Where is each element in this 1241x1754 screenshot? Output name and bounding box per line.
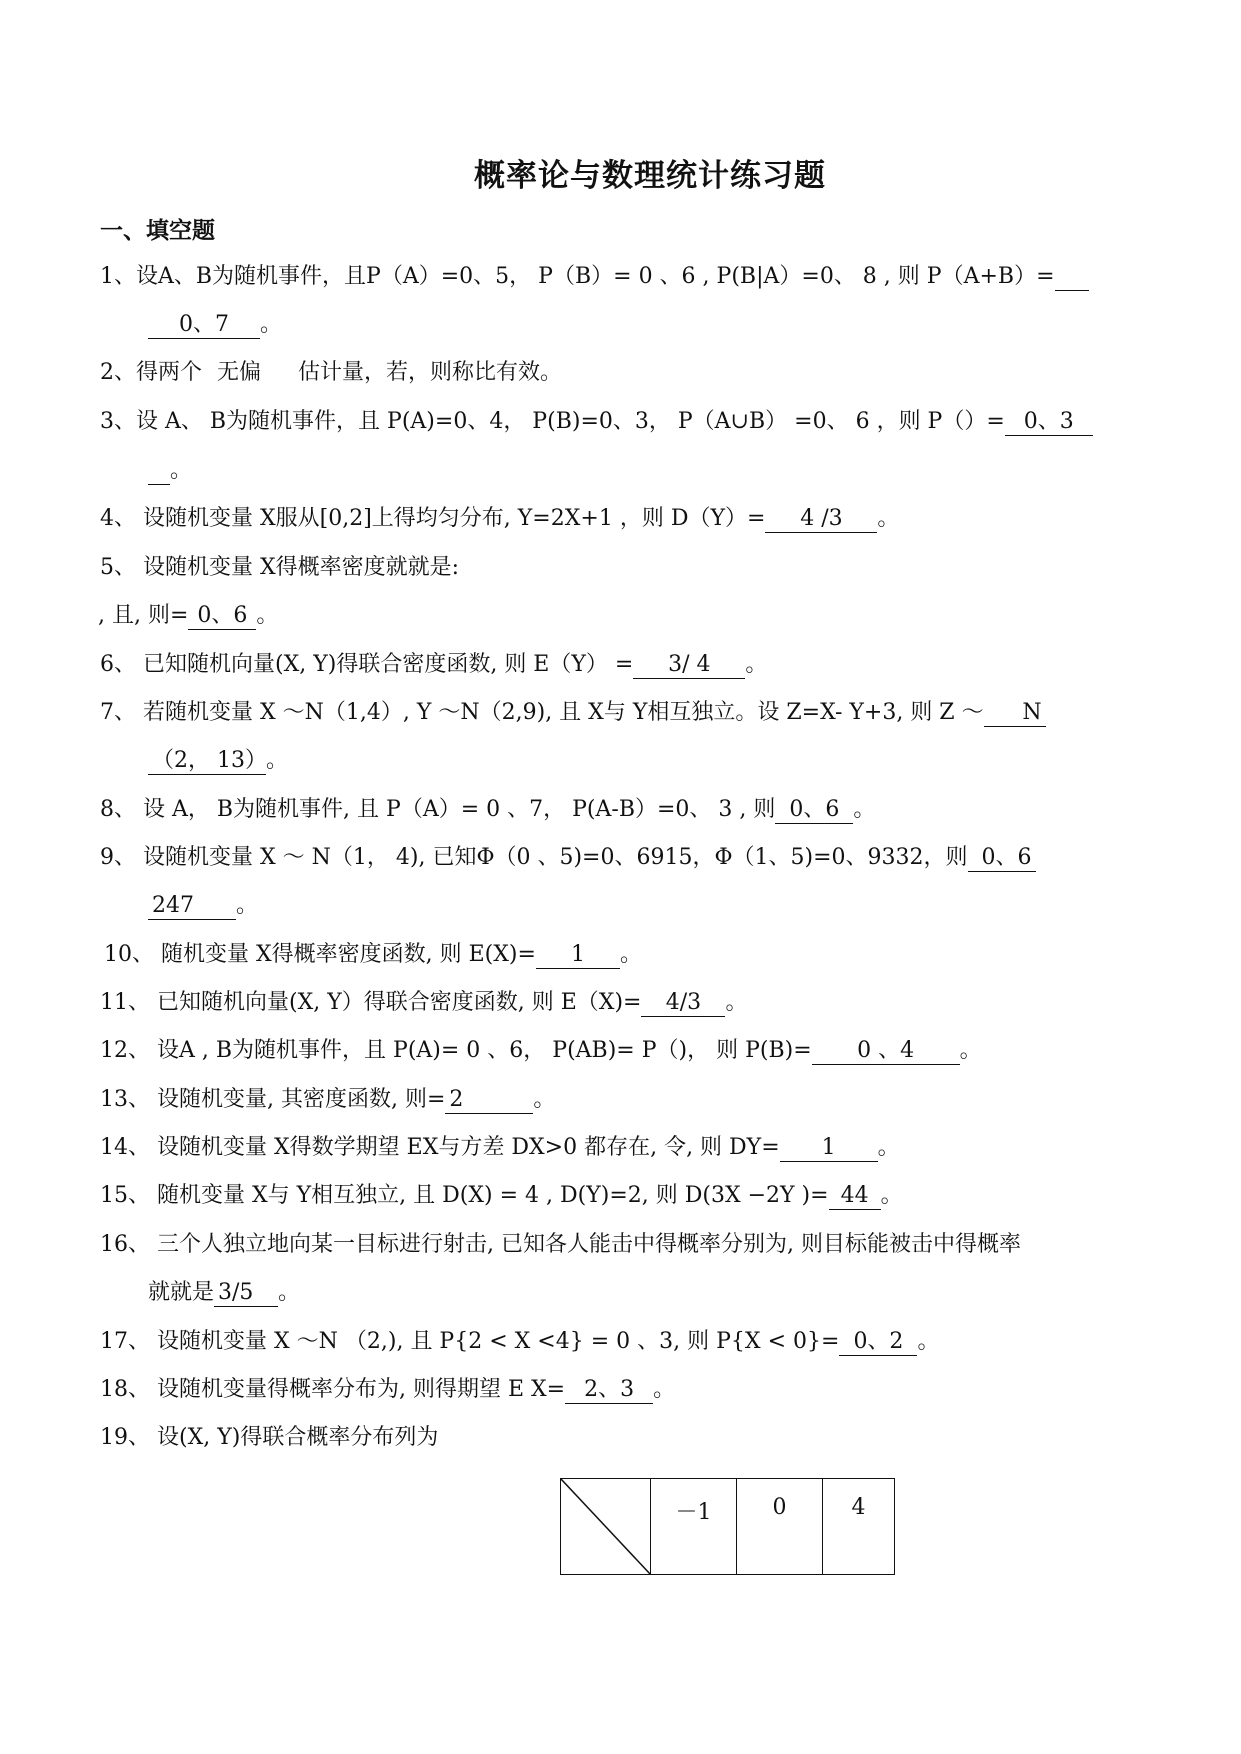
period: 。 (877, 1135, 900, 1160)
question-4 (100, 504, 899, 534)
period: 。 (880, 1183, 903, 1208)
period: 。 (260, 312, 283, 337)
question-1-text: 设A、B为随机事件，且P（A）=0、5， P（B）= 0 、6 , P(B|A）=0、 8 , 则 P（A+B）= (136, 264, 1055, 289)
period: 。 (653, 1377, 676, 1402)
page-title: 概率论与数理统计练习题 (474, 158, 826, 194)
question-3-answer: 0、3 (1005, 409, 1093, 436)
period: 。 (278, 1280, 301, 1305)
question-7-answer-b: （2， 13） (148, 748, 266, 775)
question-16 (100, 1230, 1021, 1260)
question-11 (100, 988, 747, 1018)
question-7-answer-a: N (984, 700, 1046, 727)
table-header-cell: 0 (737, 1479, 823, 1575)
question-11-answer: 4/3 (641, 990, 725, 1017)
question-12-text: 12、 设A , B为随机事件，且 P(A)= 0 、6， P(AB)= P（)， 则 P(B)= (100, 1038, 812, 1063)
question-7-cont (148, 746, 288, 776)
question-4-text: 4、 设随机变量 X服从[0,2]上得均匀分布, Y=2X+1 ，则 D（Y）= (100, 506, 766, 531)
period: 。 (877, 506, 900, 531)
question-1-number: 1、 (100, 264, 136, 289)
question-8 (100, 795, 875, 825)
table-corner-cell (561, 1479, 651, 1575)
question-2-answer: 无偏 (217, 360, 262, 385)
question-16-cont (148, 1278, 300, 1308)
question-16-answer: 3/5 (214, 1280, 278, 1307)
question-6-text: 6、 已知随机向量(X, Y)得联合密度函数, 则 E（Y） = (100, 652, 634, 677)
question-9-text: 9、 设随机变量 X ～ N（1， 4), 已知Φ（0 、5)=0、6915，Φ（1、5)=0、9332，则 (100, 845, 968, 870)
period: 。 (619, 942, 642, 967)
question-18-answer: 2、3 (565, 1377, 653, 1404)
question-6 (100, 650, 767, 680)
question-1-blank-tail (1055, 264, 1089, 291)
question-12 (100, 1036, 982, 1066)
question-10-text: 10、 随机变量 X得概率密度函数, 则 E(X)= (104, 942, 536, 967)
question-5-text: 5、 设随机变量 X得概率密度就就是: (100, 555, 460, 580)
period: 。 (917, 1329, 940, 1354)
section-heading: 一、填空题 (100, 217, 215, 244)
question-1-cont (148, 310, 282, 340)
period: 。 (745, 652, 768, 677)
question-16-text2: 就就是 (148, 1280, 215, 1305)
period: 。 (266, 748, 289, 773)
question-14-text: 14、 设随机变量 X得数学期望 EX与方差 DX>0 都存在, 令, 则 DY= (100, 1135, 780, 1160)
question-5-cont (98, 601, 278, 631)
question-9-cont (148, 891, 258, 921)
period: 。 (236, 893, 259, 918)
question-5 (100, 553, 459, 583)
question-9-answer-b: 247 (148, 893, 236, 920)
question-7-text: 7、 若随机变量 X ～N（1,4）, Y ～N（2,9), 且 X与 Y相互独立。设 Z=X- Y+3, 则 Z ～ (100, 700, 984, 725)
question-1 (100, 262, 1089, 292)
question-9 (100, 843, 1036, 873)
question-10-answer: 1 (536, 942, 620, 969)
question-11-text: 11、 已知随机向量(X, Y）得联合密度函数, 则 E（X)= (100, 990, 642, 1015)
question-17-text: 17、 设随机变量 X ～N （2,), 且 P{2 < X <4} = 0 、3, 则 P{X < 0}= (100, 1329, 840, 1354)
question-13-text: 13、 设随机变量, 其密度函数, 则= (100, 1087, 446, 1112)
question-16-text: 16、 三个人独立地向某一目标进行射击, 已知各人能击中得概率分别为, 则目标能被击中得概率 (100, 1232, 1021, 1257)
question-10 (104, 940, 642, 970)
question-6-answer: 3/ 4 (633, 652, 745, 679)
question-8-answer: 0、6 (775, 797, 853, 824)
question-9-answer-a: 0、6 (968, 845, 1036, 872)
question-18-text: 18、 设随机变量得概率分布为, 则得期望 E X= (100, 1377, 566, 1402)
question-2-text-a: 2、得两个 (100, 360, 202, 385)
question-18 (100, 1375, 675, 1405)
question-14 (100, 1133, 900, 1163)
question-15 (100, 1181, 903, 1211)
question-4-answer: 4 /3 (765, 506, 877, 533)
question-7 (100, 698, 1046, 728)
question-19 (100, 1423, 438, 1453)
question-17-answer: 0、2 (839, 1329, 917, 1356)
period: 。 (853, 797, 876, 822)
question-13 (100, 1085, 555, 1115)
table-header-cell: 4 (823, 1479, 895, 1575)
table-row (561, 1479, 895, 1575)
question-3-blank-tail (148, 458, 170, 485)
question-14-answer: 1 (780, 1135, 878, 1162)
question-5-answer: 0、6 (188, 603, 256, 630)
question-13-answer: 2 (445, 1087, 533, 1114)
period: 。 (533, 1087, 556, 1112)
joint-distribution-table (560, 1478, 895, 1575)
question-3 (100, 407, 1093, 437)
question-15-text: 15、 随机变量 X与 Y相互独立, 且 D(X) = 4 , D(Y)=2, 则 D(3X −2Y )= (100, 1183, 829, 1208)
question-5-text2: , 且, 则= (98, 603, 189, 628)
question-2-text-b: 估计量，若，则称比有效。 (298, 360, 563, 385)
period: 。 (170, 458, 193, 483)
table-header-cell: －1 (651, 1479, 737, 1575)
question-19-text: 19、 设(X, Y)得联合概率分布列为 (100, 1425, 439, 1450)
period: 。 (959, 1038, 982, 1063)
question-8-text: 8、 设 A， B为随机事件, 且 P（A）= 0 、7， P(A-B）=0、 3 , 则 (100, 797, 776, 822)
question-15-answer: 44 (829, 1183, 881, 1210)
question-2 (100, 358, 562, 388)
question-3-text: 3、设 A、 B为随机事件，且 P(A)=0、4， P(B)=0、3， P（A∪B） =0、 6 ，则 P（）= (100, 409, 1005, 434)
period: 。 (725, 990, 748, 1015)
question-12-answer: 0 、4 (812, 1038, 960, 1065)
question-17 (100, 1327, 939, 1357)
diagonal-line (561, 1479, 651, 1575)
question-1-answer: 0、7 (148, 312, 260, 339)
question-3-cont (148, 456, 192, 486)
period: 。 (256, 603, 279, 628)
